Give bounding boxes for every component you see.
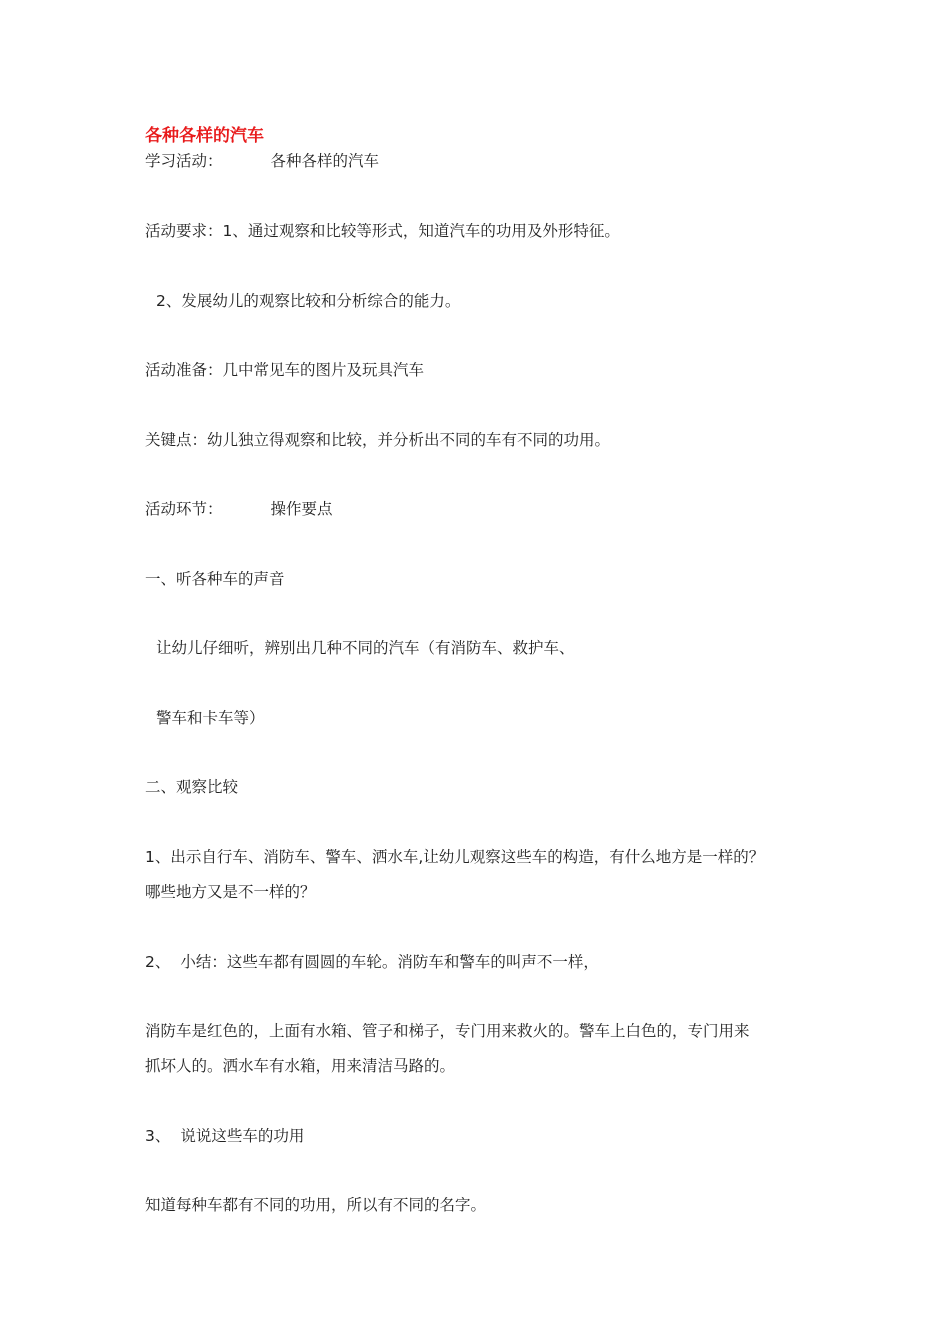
- steps-label: 活动环节：: [145, 500, 223, 518]
- activity-value: 各种各样的汽车: [270, 152, 380, 170]
- document-title: 各种各样的汽车: [145, 126, 264, 146]
- item-2-number: 2、: [145, 953, 171, 971]
- conclusion-line: 知道每种车都有不同的功用，所以有不同的名字。: [145, 1196, 487, 1214]
- requirement-2: 2、发展幼儿的观察比较和分析综合的能力。: [156, 292, 461, 310]
- item-3-line: [145, 1125, 304, 1147]
- item-1-line-2: 哪些地方又是不一样的？: [145, 883, 316, 901]
- section-1-heading: 一、听各种车的声音: [145, 570, 285, 588]
- paragraph-line-1: 消防车是红色的，上面有水箱、管子和梯子，专门用来救火的。警车上白色的，专门用来: [145, 1022, 750, 1040]
- paragraph-line-2: 抓坏人的。洒水车有水箱，用来清洁马路的。: [145, 1057, 456, 1075]
- section-2-heading: 二、观察比较: [145, 778, 239, 796]
- item-2-text: 小结：这些车都有圆圆的车轮。消防车和警车的叫声不一样，: [180, 953, 599, 971]
- key-point-line: 关键点：幼儿独立得观察和比较，并分析出不同的车有不同的功用。: [145, 431, 611, 449]
- item-3-text: 说说这些车的功用: [180, 1127, 305, 1145]
- preparation-line: 活动准备：几中常见车的图片及玩具汽车: [145, 361, 425, 379]
- section-1-line-2: 警车和卡车等）: [156, 709, 265, 727]
- activity-label: 学习活动：: [145, 152, 223, 170]
- item-1-line-1: 1、出示自行车、消防车、警车、洒水车,让幼儿观察这些车的构造，有什么地方是一样的？: [145, 848, 765, 866]
- activity-line: [145, 150, 379, 172]
- steps-line: [145, 498, 333, 520]
- section-1-line-1: 让幼儿仔细听，辨别出几种不同的汽车（有消防车、救护车、: [156, 639, 575, 657]
- item-2-line: [145, 951, 599, 973]
- steps-value: 操作要点: [270, 500, 333, 518]
- item-3-number: 3、: [145, 1127, 171, 1145]
- requirement-1: 活动要求：1、通过观察和比较等形式，知道汽车的功用及外形特征。: [145, 222, 620, 240]
